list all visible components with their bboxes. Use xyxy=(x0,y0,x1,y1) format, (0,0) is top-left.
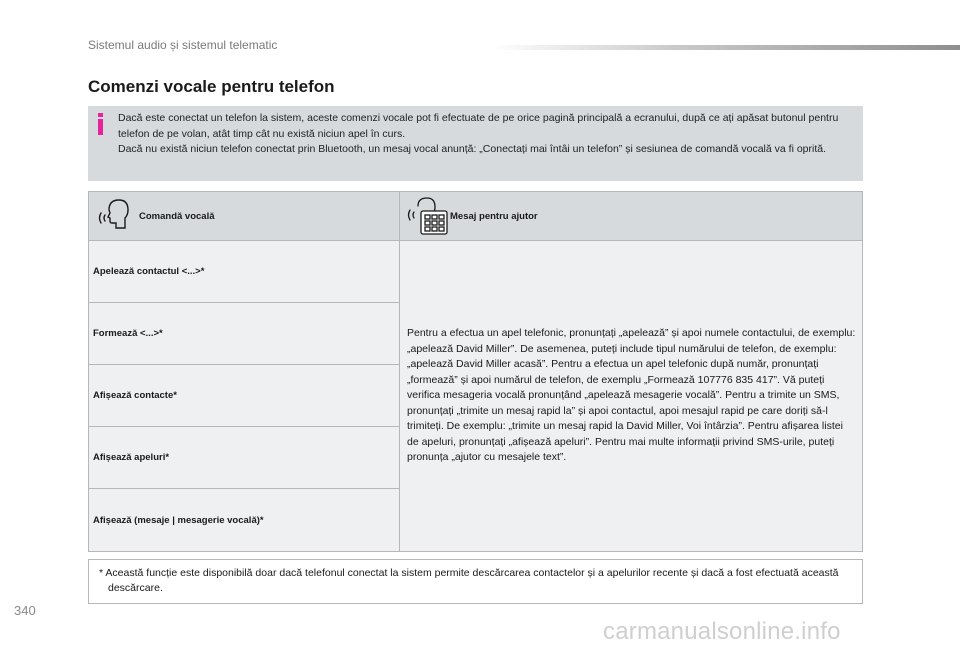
help-message-text: Pentru a efectua un apel telefonic, pronunțați „apelează” și apoi numele contactului, de exemplu: „apelează David Miller”. De asemenea, puteți include tipul numărului de telefon, de exemplu: „apelează David Miller acasă”. Pentru a efectua un apel telefonic după număr, pronunțați „formează” și apoi numărul de telefon, de exemplu „Formează 107776 835 417”. Vă puteți verifica mesageria vocală pronunțând „apelează mesagerie vocală”. Pentru a trimite un SMS, pronunțați „trimite un mesaj rapid la” și apoi contactul, apoi mesajul rapid pe care doriți să-l trimiteți. De exemplu: „trimite un mesaj rapid la David Miller, Voi întârzia”. Pentru afișarea listei de apeluri, pronunțați „afișează apeluri”. Pentru mai multe informații privind SMS-urile, puteți pronunța „ajutor cu mesajele text”. xyxy=(407,327,856,464)
voice-command-table xyxy=(88,191,863,552)
column-header-voice-command xyxy=(89,192,400,240)
column-header-voice-command-label: Comandă vocală xyxy=(139,210,215,222)
table-row: Apelează contactul <...>* xyxy=(89,241,399,303)
voice-help-phone-icon xyxy=(406,196,450,236)
watermark: carmanualsonline.info xyxy=(603,618,841,645)
header-rule xyxy=(490,45,960,50)
table-row: Afișează apeluri* xyxy=(89,427,399,489)
page-number: 340 xyxy=(14,603,36,618)
help-message-cell xyxy=(400,241,862,551)
header-title: Sistemul audio și sistemul telematic xyxy=(88,38,278,52)
info-icon xyxy=(95,113,107,135)
footnote-text: * Această funcție este disponibilă doar dacă telefonul conectat la sistem permite descărcarea contactelor și a apelurilor recente și dacă a fost efectuată această descărcare. xyxy=(99,567,839,594)
table-row: Afișează (mesaje | mesagerie vocală)* xyxy=(93,514,264,526)
column-header-help-message xyxy=(400,192,862,240)
voice-command-icon xyxy=(95,196,139,236)
table-header xyxy=(89,192,862,241)
info-box xyxy=(88,106,863,181)
info-text xyxy=(118,111,853,158)
info-paragraph-1: Dacă este conectat un telefon la sistem, aceste comenzi vocale pot fi efectuate de pe orice pagină principală a ecranului, după ce ați apăsat butonul pentru telefon de pe volan, atât timp cât nu există niciun apel în curs. xyxy=(118,112,839,140)
info-paragraph-2: Dacă nu există niciun telefon conectat prin Bluetooth, un mesaj vocal anunță: „Conectați mai întâi un telefon” și sesiunea de comandă vocală va fi oprită. xyxy=(118,143,826,155)
command-list xyxy=(89,241,400,551)
footnote-box xyxy=(88,559,863,604)
column-header-help-message-label: Mesaj pentru ajutor xyxy=(450,210,538,222)
section-title: Comenzi vocale pentru telefon xyxy=(88,77,335,96)
table-row: Afișează contacte* xyxy=(89,365,399,427)
table-row: Formează <...>* xyxy=(89,303,399,365)
